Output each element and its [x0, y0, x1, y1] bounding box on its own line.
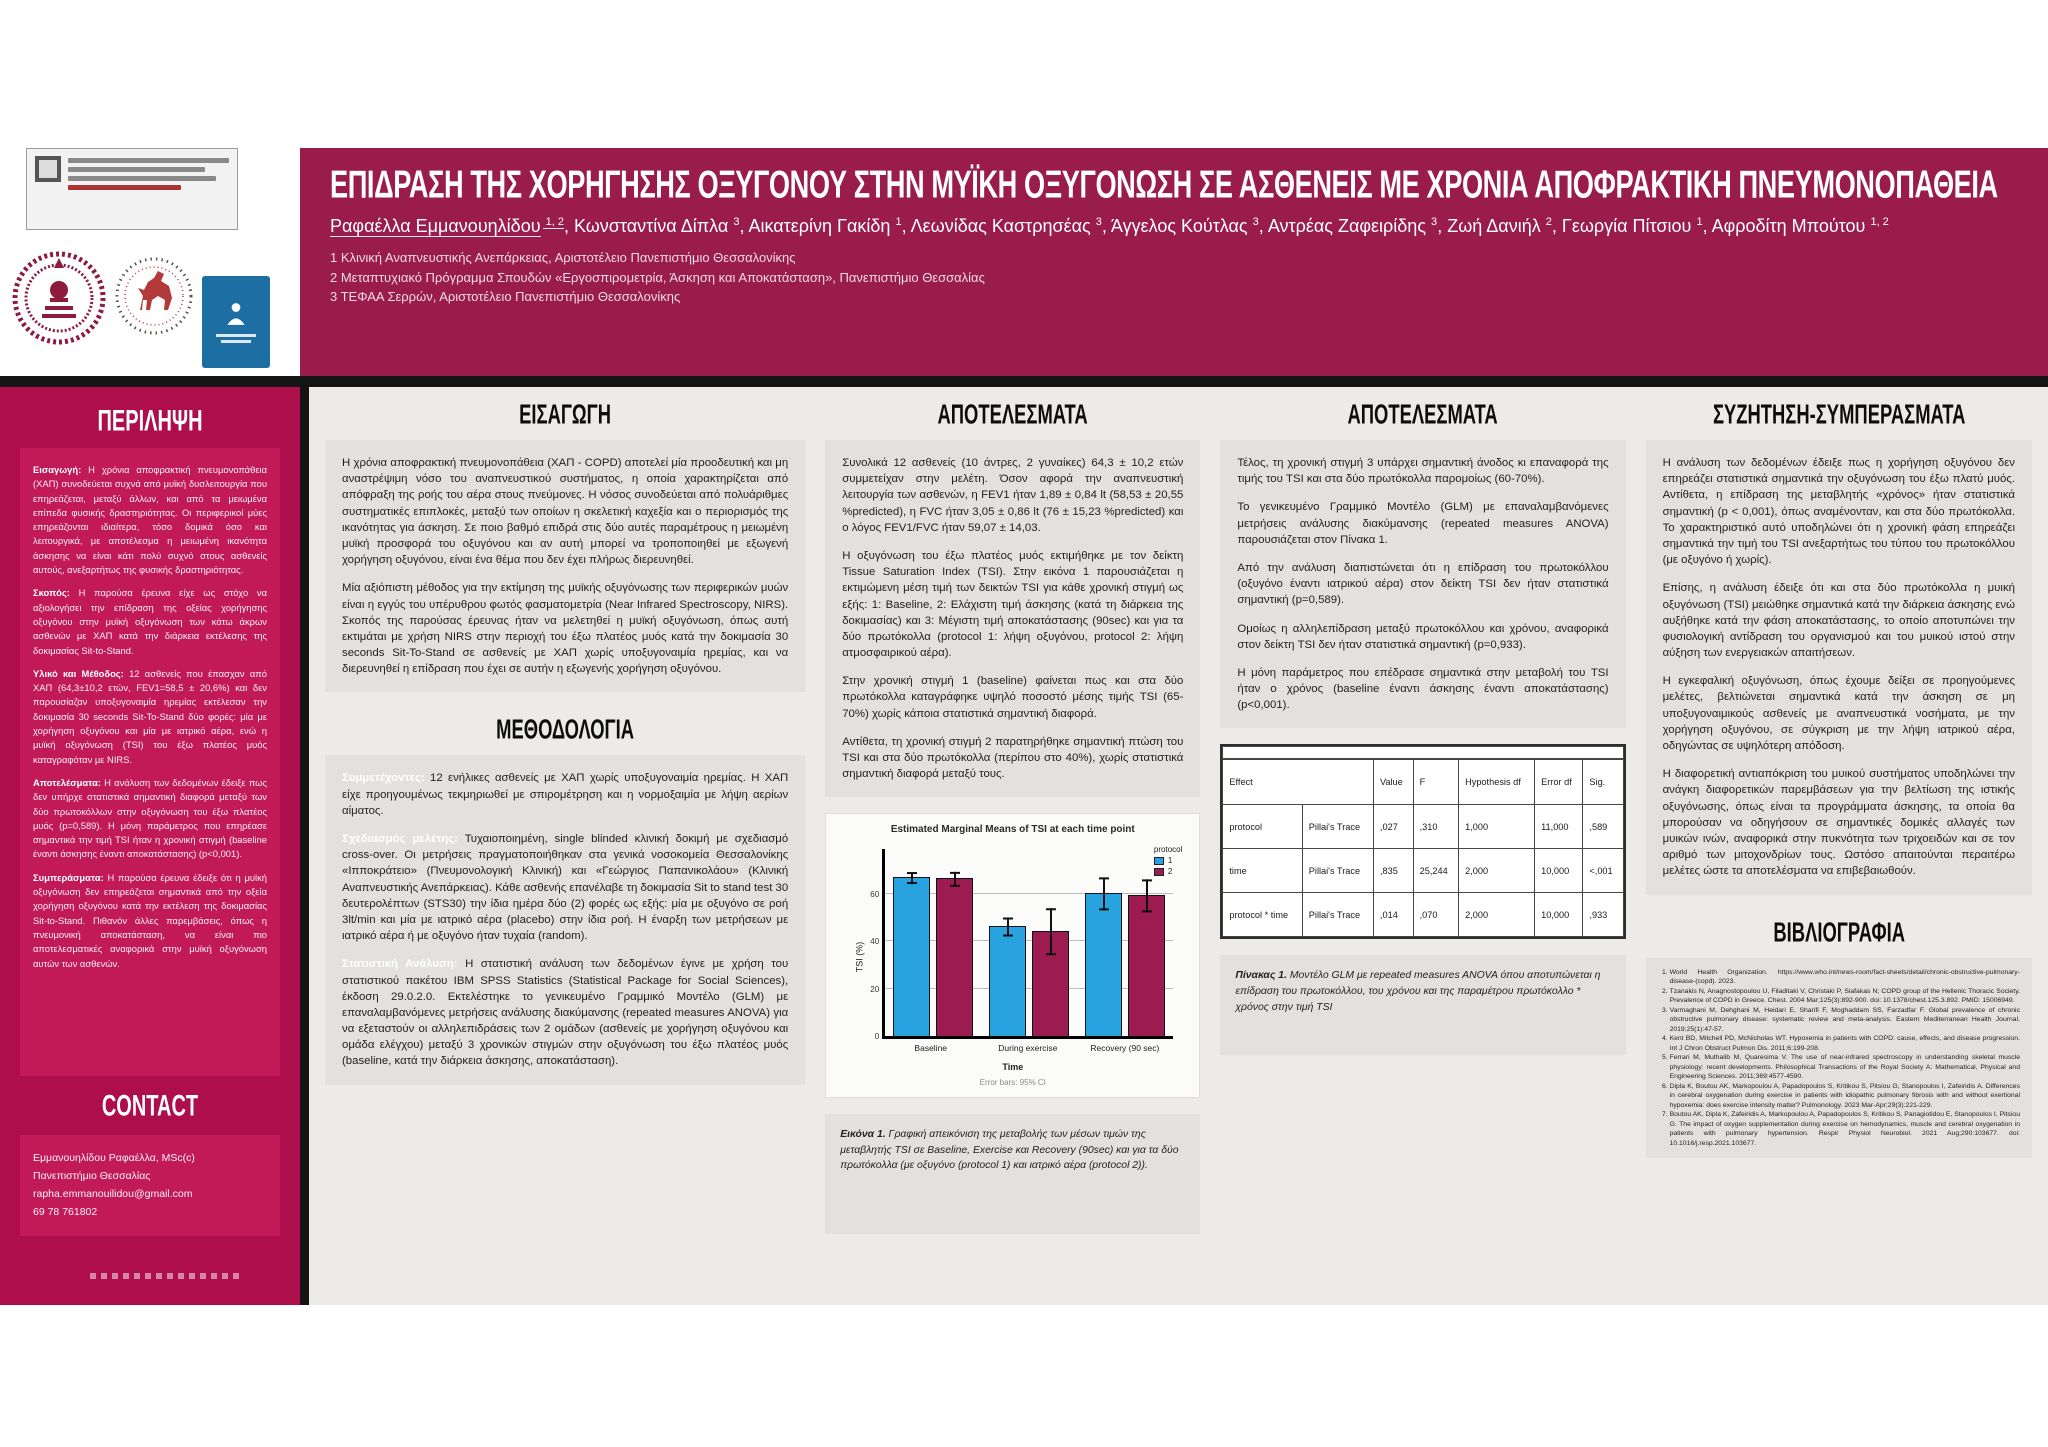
paragraph-lead: Στατιστική Ανάλυση: [342, 958, 466, 971]
table-row [1223, 805, 1623, 849]
error-bar [954, 872, 956, 886]
paragraph-lead: Συμμετέχοντες: [342, 772, 431, 785]
header [0, 0, 2048, 376]
table-title-cell [1223, 747, 1623, 759]
affiliations [330, 248, 2018, 307]
reference-item: 1. World Health Organization. https://www.who.int/news-room/fact-sheets/detail/chronic-obstructive-pulmonary-disease-(copd). 2023. [1670, 968, 2020, 987]
table-cell: 10,000 [1535, 849, 1583, 893]
paragraph-lead: Συμπεράσματα: [33, 871, 108, 883]
abstract-paragraph: Υλικό και Μέθοδος: 12 ασθενείς που έπασχαν από ΧΑΠ (64,3±10,2 ετών, FEV1=58,5 ± 20,6%) και δεν παρουσίαζαν υποξυγοναιμία ηρεμίας εκτέλεσαν την δοκιμασία 30 seconds Sit-To-Stand δύο φορές: μία με χορήγηση οξυγόνου και μία με ιατρικό αέρα, ενώ η μυϊκή οξυγόνωση (TSI) του έξω πλατέος μυός καταγραφόταν με NIRS. [33, 667, 267, 765]
results2-panel [1220, 440, 1625, 728]
author [748, 216, 901, 236]
affiliation-line: 2 Μεταπτυχιακό Πρόγραμμα Σπουδών «Εργοσπιρομετρία, Άσκηση και Αποκατάσταση», Πανεπιστήμιο Θεσσαλίας [330, 269, 985, 285]
author-name: Ζωή Δανιήλ [1447, 216, 1541, 236]
author-name: Αντρέας Ζαφειρίδης [1267, 216, 1426, 236]
author [330, 216, 564, 236]
methodology-paragraph: Συμμετέχοντες: 12 ενήλικες ασθενείς με ΧΑΠ χωρίς υποξυγοναιμία ηρεμίας. Η ΧΑΠ είχε προηγουμένως τεκμηριωθεί με σπιρομέτρηση και η νορμοξαιμία με λήψη αερίων αίματος. [342, 772, 789, 817]
table-title-row [1223, 747, 1623, 759]
intro-paragraph: Μία αξιόπιστη μέθοδος για την εκτίμηση της μυϊκής οξυγόνωσης των περιφερικών μυών είναι η εγγύς του υπέρυθρου φωτός φασματομετρία (Near Infrared Spectroscopy, NIRS). Σκοπός της παρούσας έρευνας ήταν να μελετηθεί η μυϊκή οξυγόνωση, όπως αυτή εκτιμάται με χρήση NIRS στην περιοχή του έξω πλατέος μυός κατά την δοκιμασία 30 seconds Sit-To-Stand σε ασθενείς με ΧΑΠ χωρίς υποξυγοναιμία ηρεμίας, και να διερευνηθεί η επίδραση που έχει σε αυτήν η εξωγενής χορήγηση οξυγόνου. [342, 582, 789, 676]
auth-seal-icon [12, 238, 106, 358]
tefaa-logo-icon [202, 276, 270, 368]
table-1-caption-text: Μοντέλο GLM με repeated measures ANOVA όπου αποτυπώνεται η επίδραση του πρωτοκόλλου, του χρόνου και της παραμέτρου πρωτόκολλο * χρόνος στην τιμή TSI [1235, 970, 1601, 1013]
discussion-title: ΣΥΖΗΤΗΣΗ-ΣΥΜΠΕΡΑΣΜΑΤΑ [1712, 398, 1966, 430]
reference-item: 5. Ferrari M, Muthalib M, Quaresima V. The use of near-infrared spectroscopy in understanding skeletal muscle physiology: recent developments. Philosophical Transactions of the Royal Society A: Mathematical, Physical and Engineering Sciences. 2011;369:4577-4590. [1670, 1053, 2020, 1082]
conference-logo-icon [35, 156, 61, 182]
legend-label: 1 [1167, 856, 1173, 866]
legend-label: 2 [1167, 867, 1173, 877]
contact-line: Εμμανουηλίδου Ραφαέλλα, MSc(c) [33, 1152, 195, 1164]
author [1712, 216, 1889, 236]
paragraph-lead: Αποτελέσματα: [33, 776, 105, 788]
table-cell: Pillai's Trace [1302, 893, 1373, 937]
bar [989, 926, 1026, 1036]
legend-entry [1154, 867, 1182, 876]
table-1-caption [1220, 955, 1625, 1055]
column-results-1 [825, 391, 1200, 1234]
category-label: During exercise [998, 1043, 1058, 1054]
chart-legend [1151, 844, 1185, 879]
figure-1-caption-text: Γραφική απεικόνιση της μεταβολής των μέσων τιμών της μεταβλητής TSI σε Baseline, Exercise και Recovery (90sec) και για τα δύο πρωτόκολλα (με οξυγόνο (protocol 1) και ιατρικό αέρα (protocol 2)). [840, 1129, 1179, 1172]
methodology-paragraph: Στατιστική Ανάλυση: Η στατιστική ανάλυση των δεδομένων έγινε με χρήση του στατιστικού πακέτου IBM SPSS Statistics (Statistical Package for Social Sciences), έκδοση 29.0.2.0. Εκτελέστηκε το γενικευμένο Γραμμικό Μοντέλο (GLM) με επαναλαμβανόμενες μετρήσεις ανάλυσης διακύμανσης (repeated measures ANOVA) για να εξεταστούν οι αλληλεπιδράσεις των 2 ομάδων (ασθενείς με χορήγηση οξυγόνου και ομάδα ελέγχου) μεταξύ 3 χρονικών στιγμών στην οξυγόνωση του έξω πλατέος μυός (baseline, κατά την διάρκεια άσκησης, αποκατάσταση). [342, 958, 789, 1068]
sidebar-footnote [90, 1273, 240, 1279]
author-name: Κωνσταντίνα Δίπλα [573, 216, 729, 236]
bar [1085, 893, 1122, 1037]
intro-title: ΕΙΣΑΓΩΓΗ [519, 398, 612, 430]
results-paragraph: Από την ανάλυση διαπιστώνεται ότι η επίδραση του πρωτοκόλλου (οξυγόνο έναντι ιατρικού αέρα) στον δείκτη TSI δεν ήταν στατιστικά σημαντική (p=0,589). [1237, 561, 1609, 607]
abstract-paragraph: Σκοπός: Η παρούσα έρευνα είχε ως στόχο να αξιολογήσει την επίδραση της οξείας χορήγησης οξυγόνου στην μυϊκή οξυγόνωση των κάτω άκρων ασθενών με ΧΑΠ κατά την διάρκεια εκτέλεσης της δοκιμασίας Sit-to-Stand. [33, 587, 267, 656]
table-1 [1220, 744, 1625, 939]
results1-panel [825, 440, 1200, 797]
abstract-paragraph: Εισαγωγή: Η χρόνια αποφρακτική πνευμονοπάθεια (ΧΑΠ) συνοδεύεται συχνά από μυϊκή δυσλειτουργία που επηρεάζεται, μεταξύ άλλων, και από τα μειωμένα επίπεδα φυσικής δραστηριότητας. Οι περιφερικοί μύες επηρεάζονται ιδιαίτερα, τόσο δομικά όσο και λειτουργικά, με αποτέλεσμα η μειωμένη ικανότητα άσκησης να είναι κάτι πολύ συχνό στους ασθενείς αυτούς, ανεξαρτήτως της φυσικής δραστηριότητας. [33, 464, 267, 576]
author-affiliation-sup: 3 [1092, 216, 1102, 228]
author-name: Γεωργία Πίτσιου [1561, 216, 1692, 236]
author-affiliation-sup: 1 [1693, 216, 1703, 228]
methodology-title: ΜΕΘΟΔΟΛΟΓΙΑ [496, 713, 635, 745]
table-cell: ,933 [1583, 893, 1623, 937]
bar [1032, 931, 1069, 1037]
bibliography-title: ΒΙΒΛΙΟΓΡΑΦΙΑ [1772, 915, 1905, 947]
table-header-cell: F [1413, 759, 1459, 805]
table-cell: 2,000 [1459, 893, 1535, 937]
x-axis-label: Time [1002, 1062, 1024, 1072]
y-tick-label: 0 [874, 1032, 880, 1042]
table-cell: protocol * time [1223, 893, 1302, 937]
conference-logo-text [68, 156, 229, 222]
author-name: Λεωνίδας Καστρησέας [910, 216, 1091, 236]
main [309, 387, 2048, 1305]
chart-footnote: Error bars: 95% CI [979, 1078, 1046, 1087]
paragraph-lead: Σχεδιασμός μελέτης: [342, 833, 465, 845]
abstract-panel [20, 448, 280, 1076]
reference-item: 7. Boutou AK, Dipla K, Zafeiridis A, Markopoulou A, Papadopoulos S, Kritikou S, Panagiotidou E, Stanopoulos I, Pitsiou G. The impact of oxygen supplementation during exercise on hemodynamics, muscle and cerebral oxygenation in patients with pulmonary hypertension. Respir Physiol Neurobiol. 2021 Aug;290:103677. doi: 10.1016/j.resp.2021.103677. [1670, 1110, 2020, 1148]
table-cell: ,014 [1373, 893, 1413, 937]
poster-title: ΕΠΙΔΡΑΣΗ ΤΗΣ ΧΟΡΗΓΗΣΗΣ ΟΞΥΓΟΝΟΥ ΣΤΗΝ ΜΥΪΚΗ ΟΞΥΓΟΝΩΣΗ ΣΕ ΑΣΘΕΝΕΙΣ ΜΕ ΧΡΟΝΙΑ ΑΠΟΦΡΑΚΤΙΚΗ ΠΝΕΥΜΟΝΟΠΑΘΕΙΑ [330, 161, 1998, 206]
discussion-paragraph: Η διαφορετική αντιαπόκριση του μυικού συστήματος υποδηλώνει την ανάγκη διαφορετικών παρεμβάσεων για την βελτίωση της ιστικής οξυγόνωσης, όπως είναι τα προγράμματα άσκησης, τα οποία θα μπορούσαν να οδηγήσουν σε σημαντικές δομικές αλλαγές των μυικών ινών, αναφορικά στην πυκνότητα των τριχοειδών και σε τον αριθμό των μιτοχονδρίων τους. Ωστόσο απαιτούνται περαιτέρω μελέτες ώστε τα αποτελέσματα να επιβεβαιωθούν. [1662, 768, 2015, 878]
results-paragraph: Η μόνη παράμετρος που επέδρασε σημαντικά στην μεταβολή του TSI ήταν ο χρόνος (baseline έναντι άσκησης έναντι αποκατάστασης) (p<0,001). [1237, 666, 1609, 712]
author [1111, 216, 1259, 236]
error-bar [1007, 917, 1009, 936]
table-header-cell: Sig. [1583, 759, 1623, 805]
author-name: Αικατερίνη Γακίδη [748, 216, 891, 236]
y-tick-label: 20 [870, 984, 880, 994]
table-cell: ,589 [1583, 805, 1623, 849]
author-name: Αφροδίτη Μπούτου [1711, 216, 1866, 236]
table-header-cell: Effect [1223, 759, 1374, 805]
reference-item: 3. Varmaghani M, Dehghani M, Heidari E, Sharifi F, Moghaddam SS, Farzadfar F. Global prevalence of chronic obstructive pulmonary disease: systematic review and meta-analysis. Eastern Mediterranean Health Journal. 2019;25(1):47-57. [1670, 1006, 2020, 1035]
legend-title: protocol [1153, 845, 1183, 855]
author [1447, 216, 1552, 236]
header-divider [0, 376, 2048, 387]
results-paragraph: Ομοίως η αλληλεπίδραση μεταξύ πρωτοκόλλου και χρόνου, αναφορικά στον δείκτη TSI δεν ήταν στατιστικά σημαντική (p=0,933). [1237, 622, 1609, 651]
abstract-paragraph: Αποτελέσματα: Η ανάλυση των δεδομένων έδειξε πως δεν υπήρχε στατιστικά σημαντική διαφορά μεταξύ των δύο πρωτοκόλλων στην οξυγόνωση του έξω πλατέος μυός (p=0,589). Η μόνη παράμετρος που επηρέασε σημαντικά την τιμή TSI ήταν η χρονική στιγμή (baseline έναντι άσκησης έναντι αποκατάστασης) (p<0,001). [33, 776, 267, 860]
intro-paragraph: Η χρόνια αποφρακτική πνευμονοπάθεια (ΧΑΠ - COPD) αποτελεί μία προοδευτική και μη αναστρέψιμη νόσο του αναπνευστικού συστήματος, η οποία χαρακτηρίζεται από απόφραξη της ροής του αέρα στους πνεύμονες. Η νόσος συνοδεύεται από πολυάριθμες συστηματικές επιπλοκές, μεταξύ των οποίων η σκελετική καχεξία και ο περιορισμός της ικανότητας για άσκηση. Σε ποιο βαθμό επιδρά στις δύο αυτές παραμέτρους η μειωμένη μυϊκή προσφορά του οξυγόνου και αν αυτή μπορεί να τροποποιηθεί με εξωγενή χορήγηση οξυγόνου, είναι ένα θέμα που δεν έχει πλήρως διερευνηθεί. [342, 457, 789, 567]
table-cell: Pillai's Trace [1302, 805, 1373, 849]
results1-title: ΑΠΟΤΕΛΕΣΜΑΤΑ [937, 398, 1088, 430]
table-cell: time [1223, 849, 1302, 893]
table-cell: ,835 [1373, 849, 1413, 893]
sidebar [0, 387, 300, 1305]
category-label: Baseline [914, 1043, 948, 1054]
figure-1-chart [825, 813, 1200, 1098]
discussion-paragraph: Η εγκεφαλική οξυγόνωση, όπως έχουμε δείξει σε προηγούμενες μελέτες, βελτιώνεται σημαντικά κατά την άσκηση σε μη υποξυγοναιμικούς ασθενείς με αναπνευστικά νοσήματα, με την χορήγηση οξυγόνου, σε σύγκριση με την λήψη ιατρικού αέρα, οδηγώντας σε υψηλότερη απόδοση. [1662, 675, 2015, 752]
author [574, 216, 740, 236]
results-paragraph: Η οξυγόνωση του έξω πλατέος μυός εκτιμήθηκε με τον δείκτη Tissue Saturation Index (TSI). Στην εικόνα 1 παρουσιάζεται η εκτιμώμενη μέση τιμή των δεικτών TSI για κάθε χρονική στιγμή ως εξής: 1: Baseline, 2: Ελάχιστη τιμή άσκησης (κατά τη διάρκεια της δοκιμασίας) και 3: Μέγιστη τιμή αποκατάστασης (90sec) και για τα δύο πρωτόκολλα (protocol 1: λήψη οξυγόνου, protocol 2: λήψη ατμοσφαιρικού αέρα). [842, 549, 1184, 660]
reference-item: 2. Tzanakis N, Anagnostopoulou U, Filaditaki V, Christaki P, Siafakas N; COPD group of the Hellenic Thoracic Society. Prevalence of COPD in Greece. Chest. 2004 Mar;125(3):892-900. doi: 10.1378/chest.125.3.892. PMID: 15006949. [1670, 987, 2020, 1006]
table-cell: 11,000 [1535, 805, 1583, 849]
methodology-panel [325, 755, 805, 1084]
plot-area [854, 849, 1173, 1054]
bar [1128, 895, 1165, 1036]
author-affiliation-sup: 1, 2 [1867, 216, 1889, 228]
x-category-labels [882, 1043, 1173, 1054]
table-1-label: Πίνακας 1. [1235, 970, 1287, 982]
table-cell: ,310 [1413, 805, 1459, 849]
paragraph-lead: Εισαγωγή: [33, 464, 89, 475]
table-header-cell: Error df [1535, 759, 1583, 805]
category-label: Recovery (90 sec) [1090, 1043, 1160, 1054]
error-bar [1050, 908, 1052, 956]
results2-title: ΑΠΟΤΕΛΕΣΜΑΤΑ [1347, 398, 1499, 430]
contact-panel [20, 1135, 280, 1236]
table-header-cell: Value [1373, 759, 1413, 805]
author-name: Ραφαέλλα Εμμανουηλίδου [330, 216, 541, 236]
table-header-cell: Hypothesis df [1459, 759, 1535, 805]
column-intro-method [325, 391, 805, 1085]
authors-line: Ραφαέλλα Εμμανουηλίδου $^{1, 2}$, Κωνσταντίνα Δίπλα $^3$, Αικατερίνη Γακίδη $^1$, Λεωνίδας Καστρησέας $^3$, Άγγελος Κούτλας $^3$, Αντρέας Ζαφειρίδης $^3$, Ζωή Δανιήλ $^2$, Γεωργία Πίτσιου $^1$, Αφροδίτη Μπούτου $^{1, 2}$ [330, 216, 1889, 236]
column-results-2 [1220, 391, 1625, 1055]
figure-1-label: Εικόνα 1. [840, 1129, 886, 1140]
content [0, 387, 2048, 1305]
author-affiliation-sup: 3 [1249, 216, 1259, 228]
discussion-panel [1646, 440, 2032, 895]
discussion-paragraph: Επίσης, η ανάλυση έδειξε ότι και στα δύο πρωτόκολλα η μυική οξυγόνωση (TSI) μειώθηκε σημαντικά κατά την διάρκεια άσκησης ενώ αυξήθηκε κατά την φάση αποκατάστασης, το οποίο αποτυπώνει την φυσιολογική αντίδραση του οργανισμού και του μυικού ιστού στην αύξηση των ενεργειακών απαιτήσεων. [1662, 582, 2015, 660]
author [911, 216, 1102, 236]
title-band [300, 148, 2048, 376]
author [1268, 216, 1437, 236]
discussion-paragraph: Η ανάλυση των δεδομένων έδειξε πως η χορήγηση οξυγόνου δεν επηρεάζει στατιστικά σημαντικά την οξυγόνωση του έξω πλατύ μυός. Αντίθετα, η επίδραση της μεταβλητής «χρόνος» ήταν στατιστικά σημαντική (p < 0,001), όπως αναμένονταν, και στα δύο πρωτόκολλα. Το χαρακτηριστικό αυτό υποδηλώνει ότι η χρονική φάση επηρεάζει σημαντικά την τιμή του TSI ανεξαρτήτως του τύπου του πρωτοκόλλου (με οξυγόνο ή χωρίς). [1662, 457, 2015, 567]
column-discussion [1646, 391, 2032, 1158]
sidebar-divider [300, 387, 309, 1305]
legend-entry [1154, 856, 1182, 865]
logo-zone [0, 0, 300, 376]
table-cell: ,027 [1373, 805, 1413, 849]
table-cell: Pillai's Trace [1302, 849, 1373, 893]
bar [936, 878, 973, 1036]
results-paragraph: Συνολικά 12 ασθενείς (10 άντρες, 2 γυναίκες) 64,3 ± 10,2 ετών συμμετείχαν στην μελέτη. Όσον αφορά την αναπνευστική λειτουργία των ασθενών, η FEV1 ήταν 1,89 ± 0,84 lt (58,53 ± 20,55 %predicted), η FVC ήταν 3,05 ± 0,86 lt (76 ± 15,23 %predicted) και ο λόγος FEV1/FVC ήταν 59,07 ± 14,03. [842, 457, 1184, 534]
results-paragraph: Το γενικευμένο Γραμμικό Μοντέλο (GLM) με επαναλαμβανόμενες μετρήσεις ανάλυσης διακύμανσης (repeated measures ANOVA) παρουσιάζεται στον Πίνακα 1. [1237, 501, 1609, 546]
contact-line: 69 78 761802 [33, 1205, 98, 1218]
contact-line: rapha.emmanouilidou@gmail.com [33, 1187, 193, 1200]
affiliation-line: 3 ΤΕΦΑΑ Σερρών, Αριστοτέλειο Πανεπιστήμιο Θεσσαλονίκης [330, 289, 681, 305]
table-cell: ,070 [1413, 893, 1459, 937]
author-name: Άγγελος Κούτλας [1110, 216, 1248, 236]
table-cell: 2,000 [1459, 849, 1535, 893]
bar-group [885, 849, 981, 1036]
table-cell: 25,244 [1413, 849, 1459, 893]
author-affiliation-sup: 1, 2 [542, 216, 564, 228]
author-affiliation-sup: 2 [1542, 216, 1552, 228]
error-bar [911, 872, 913, 884]
methodology-paragraph: Σχεδιασμός μελέτης: Τυχαιοποιημένη, single blinded κλινική δοκιμή με σχεδιασμό cross-over. Οι μετρήσεις πραγματοποιήθηκαν στα γενικά νοσοκομεία Θεσσαλονίκης «Ιπποκράτειο» (Πνευμονολογική Κλινική) και «Γεώργιος Παπανικολάου» (Κλινική Αναπνευστικής Ανεπάρκειας). Κάθε ασθενής επανέλαβε τη δοκιμασία Sit to stand test 30 δευτερολέπτων (STS30) την ίδια ημέρα δύο (2) φορές ως εξής: μία με οξυγόνο σε ροή 3lt/min και μία με ιατρικό αέρα (placebo) στην ίδια ροή. Η έναρξη των μετρήσεων με ιατρικό αέρα ή με οξυγόνο ήταν τυχαία (random). [342, 833, 789, 943]
abstract-paragraph: Συμπεράσματα: Η παρούσα έρευνα έδειξε ότι η μυϊκή οξυγόνωση δεν επηρεάζεται σημαντικά από την οξεία χορήγηση οξυγόνου κατά την εκτέλεση της δοκιμασίας Sit-to-Stand. Πιθανόν άλλες παρεμβάσεις, όπως η πνευμονική αποκατάσταση, να είναι πιο αποτελεσματικές αναφορικά στην μυϊκή οξυγόνωση αυτών των ασθενών. [33, 871, 268, 969]
contact-line: Πανεπιστήμιο Θεσσαλίας [33, 1169, 151, 1182]
results-paragraph: Τέλος, τη χρονική στιγμή 3 υπάρχει σημαντική άνοδος κι επαναφορά της τιμής του TSI και στα δύο πρωτόκολλα παρομοίως (60-70%). [1237, 457, 1609, 486]
bibliography-panel [1646, 958, 2032, 1159]
legend-swatch [1154, 868, 1164, 876]
bar [893, 877, 930, 1036]
chart-title: Estimated Marginal Means of TSI at each time point [890, 824, 1135, 836]
abstract-title: ΠΕΡΙΛΗΨΗ [97, 404, 203, 438]
table-cell: 1,000 [1459, 805, 1535, 849]
intro-panel [325, 440, 805, 692]
y-tick-label: 60 [870, 889, 880, 899]
table-header-row [1223, 759, 1623, 805]
paragraph-lead: Σκοπός: [33, 587, 79, 599]
reference-item: 6. Dipla K, Boutou AK, Markopoulou A, Papadopoulos S, Kritikou S, Pitsiou G, Stanopoulos I, Zafeiridis A. Differences in cerebral oxygenation during exercise in patients with idiopathic pulmonary fibrosis with and without exertional hypoxemia: does exercise intensity matter? Pulmonology. 2023 Mar-Apr;29(3):221-229. [1670, 1082, 2020, 1111]
uth-centaur-seal-icon [114, 238, 194, 356]
author [1562, 216, 1703, 236]
affiliation-line: 1 Κλινική Αναπνευστικής Ανεπάρκειας, Αριστοτέλειο Πανεπιστήμιο Θεσσαλονίκης [330, 250, 796, 266]
y-axis-label: TSI (%) [854, 941, 865, 972]
author-affiliation-sup: 1 [892, 216, 902, 228]
table-cell: protocol [1223, 805, 1302, 849]
contact-title: CONTACT [101, 1089, 199, 1123]
error-bar [1146, 879, 1148, 912]
figure-1-caption [825, 1114, 1200, 1234]
results-paragraph: Αντίθετα, τη χρονική στιγμή 2 παρατηρήθηκε σημαντική πτώση του TSI και στα δύο πρωτόκολλα (περίπου στο 40%), χωρίς στατιστικά σημαντική διαφορά μεταξύ τους. [842, 735, 1184, 781]
author-affiliation-sup: 3 [1428, 216, 1438, 228]
results-paragraph: Στην χρονική στιγμή 1 (baseline) φαίνεται πως και στα δύο πρωτόκολλα καταγράφηκε υψηλό ποσοστό μέσης τιμής TSI (65-70%) χωρίς κάποια στατιστικά σημαντική διαφορά. [842, 675, 1184, 720]
legend-swatch [1154, 857, 1164, 865]
table-row [1223, 893, 1623, 937]
author-affiliation-sup: 3 [730, 216, 740, 228]
table-row [1223, 849, 1623, 893]
institution-seals [12, 238, 288, 368]
y-tick-label: 40 [870, 937, 880, 947]
conference-logo [26, 148, 238, 230]
table-cell: 10,000 [1535, 893, 1583, 937]
paragraph-lead: Υλικό και Μέθοδος: [33, 667, 130, 679]
error-bar [1103, 877, 1105, 910]
bar-group [981, 849, 1077, 1036]
table-cell: <,001 [1583, 849, 1623, 893]
reference-item: 4. Kent BD, Mitchell PD, McNicholas WT. Hypoxemia in patients with COPD: cause, effects, and disease progression. Int J Chron Obstruct Pulmon Dis. 2011;6:199-208. [1670, 1034, 2020, 1053]
